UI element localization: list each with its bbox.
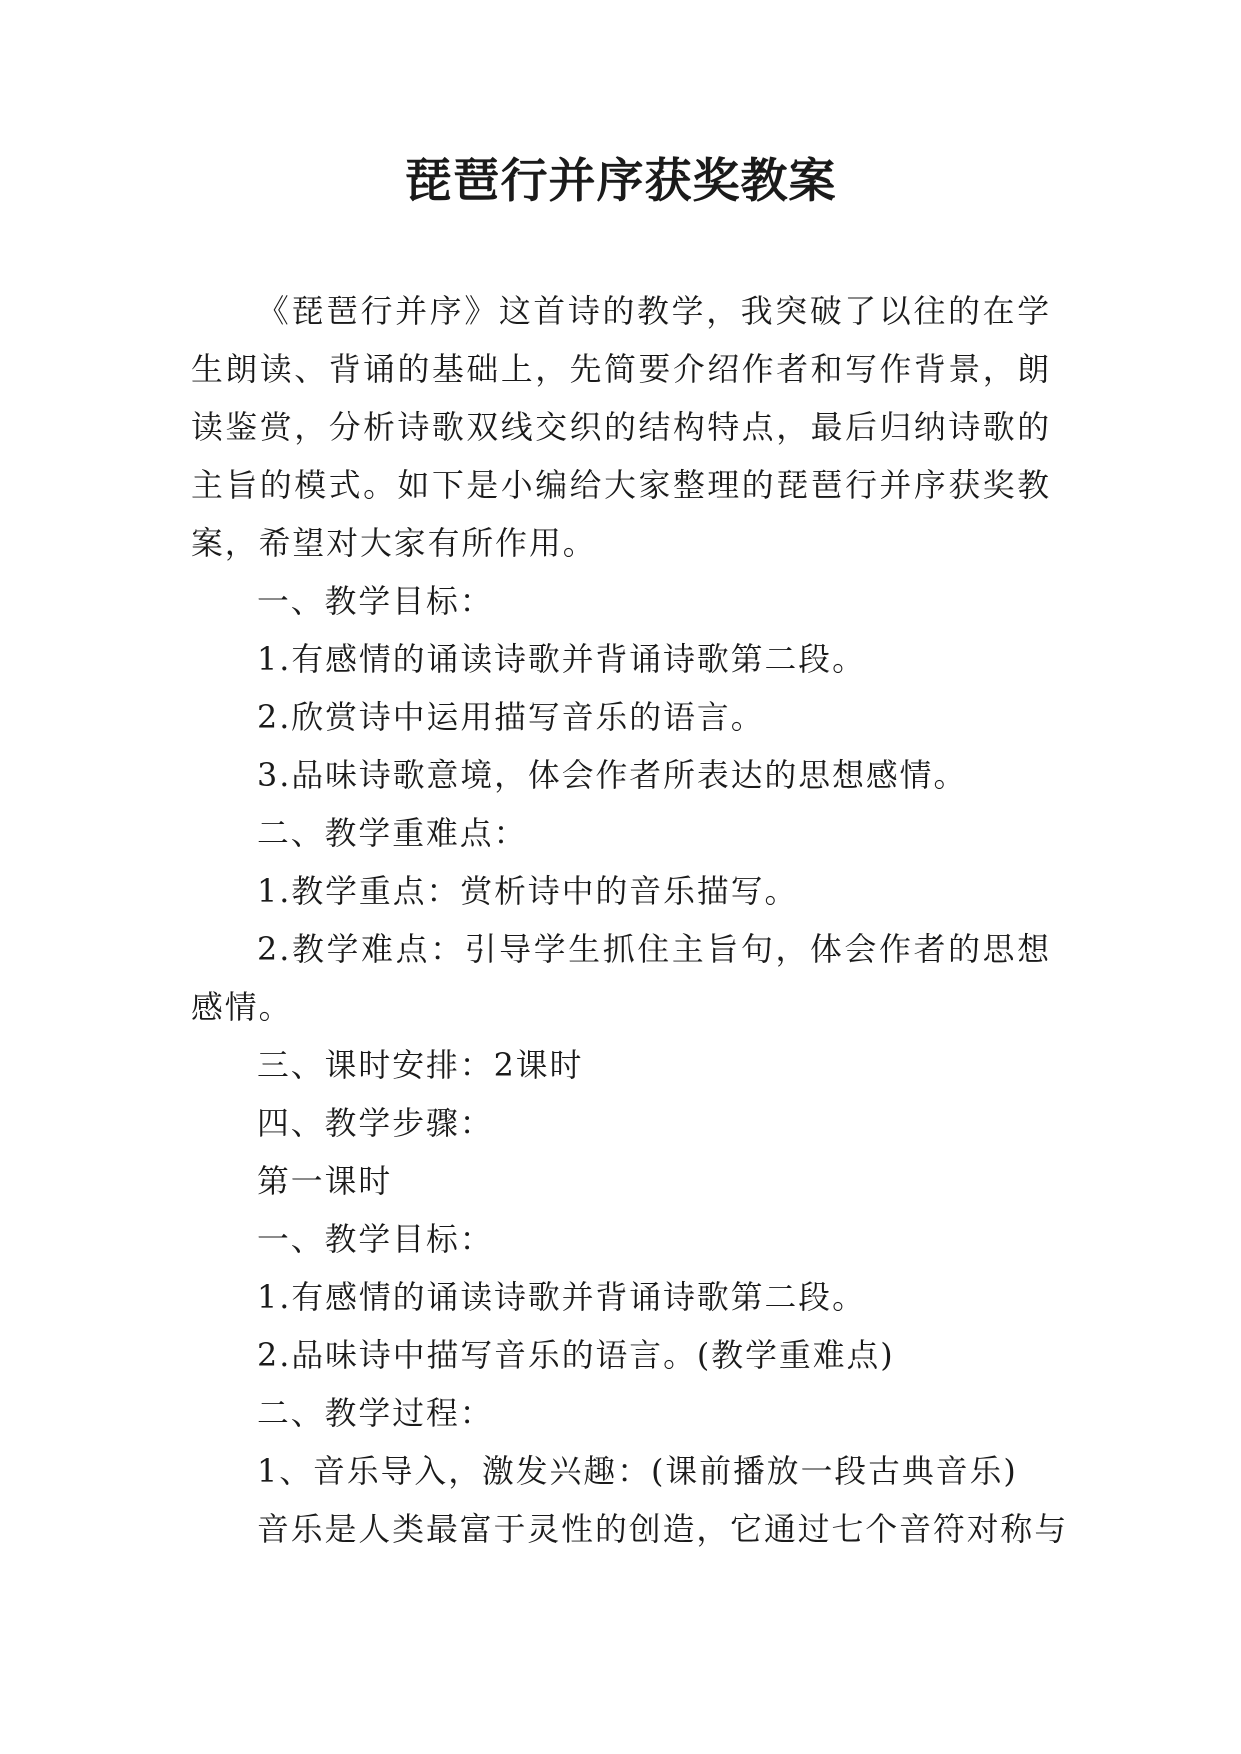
heading-schedule: 三、课时安排：2课时 xyxy=(257,1047,584,1084)
lesson-heading: 第一课时 xyxy=(257,1163,393,1200)
list-item: 1.有感情的诵读诗歌并背诵诗歌第二段。 xyxy=(257,1279,866,1316)
list-item: 1.有感情的诵读诗歌并背诵诗歌第二段。 xyxy=(257,641,866,678)
list-item: 1、音乐导入，激发兴趣：(课前播放一段古典音乐) xyxy=(257,1453,1018,1490)
document-body xyxy=(191,283,1069,1559)
list-item: 1.教学重点：赏析诗中的音乐描写。 xyxy=(257,873,799,910)
heading-teaching-goals: 一、教学目标： xyxy=(257,1221,494,1258)
list-item: 3.品味诗歌意境，体会作者所表达的思想感情。 xyxy=(257,757,968,794)
intro-paragraph: 《琵琶行并序》这首诗的教学，我突破了以往的在学生朗读、背诵的基础上，先简要介绍作者和写作背景，朗读鉴赏，分析诗歌双线交织的结构特点，最后归纳诗歌的主旨的模式。如下是小编给大家整理的琵琶行并序获奖教案，希望对大家有所作用。 xyxy=(191,293,1051,562)
list-item: 2.品味诗中描写音乐的语言。(教学重难点) xyxy=(257,1337,895,1374)
list-item: 2.欣赏诗中运用描写音乐的语言。 xyxy=(257,699,765,736)
heading-teaching-goals: 一、教学目标： xyxy=(257,583,494,620)
heading-teaching-process: 二、教学过程： xyxy=(257,1395,494,1432)
heading-key-difficulties: 二、教学重难点： xyxy=(257,815,528,852)
list-item: 2.教学难点：引导学生抓住主旨句，体会作者的思想感情。 xyxy=(191,931,1051,1026)
heading-steps: 四、教学步骤： xyxy=(257,1105,494,1142)
document-title: 琵琶行并序获奖教案 xyxy=(404,154,837,209)
body-paragraph: 音乐是人类最富于灵性的创造，它通过七个音符对称与 xyxy=(257,1511,1069,1548)
